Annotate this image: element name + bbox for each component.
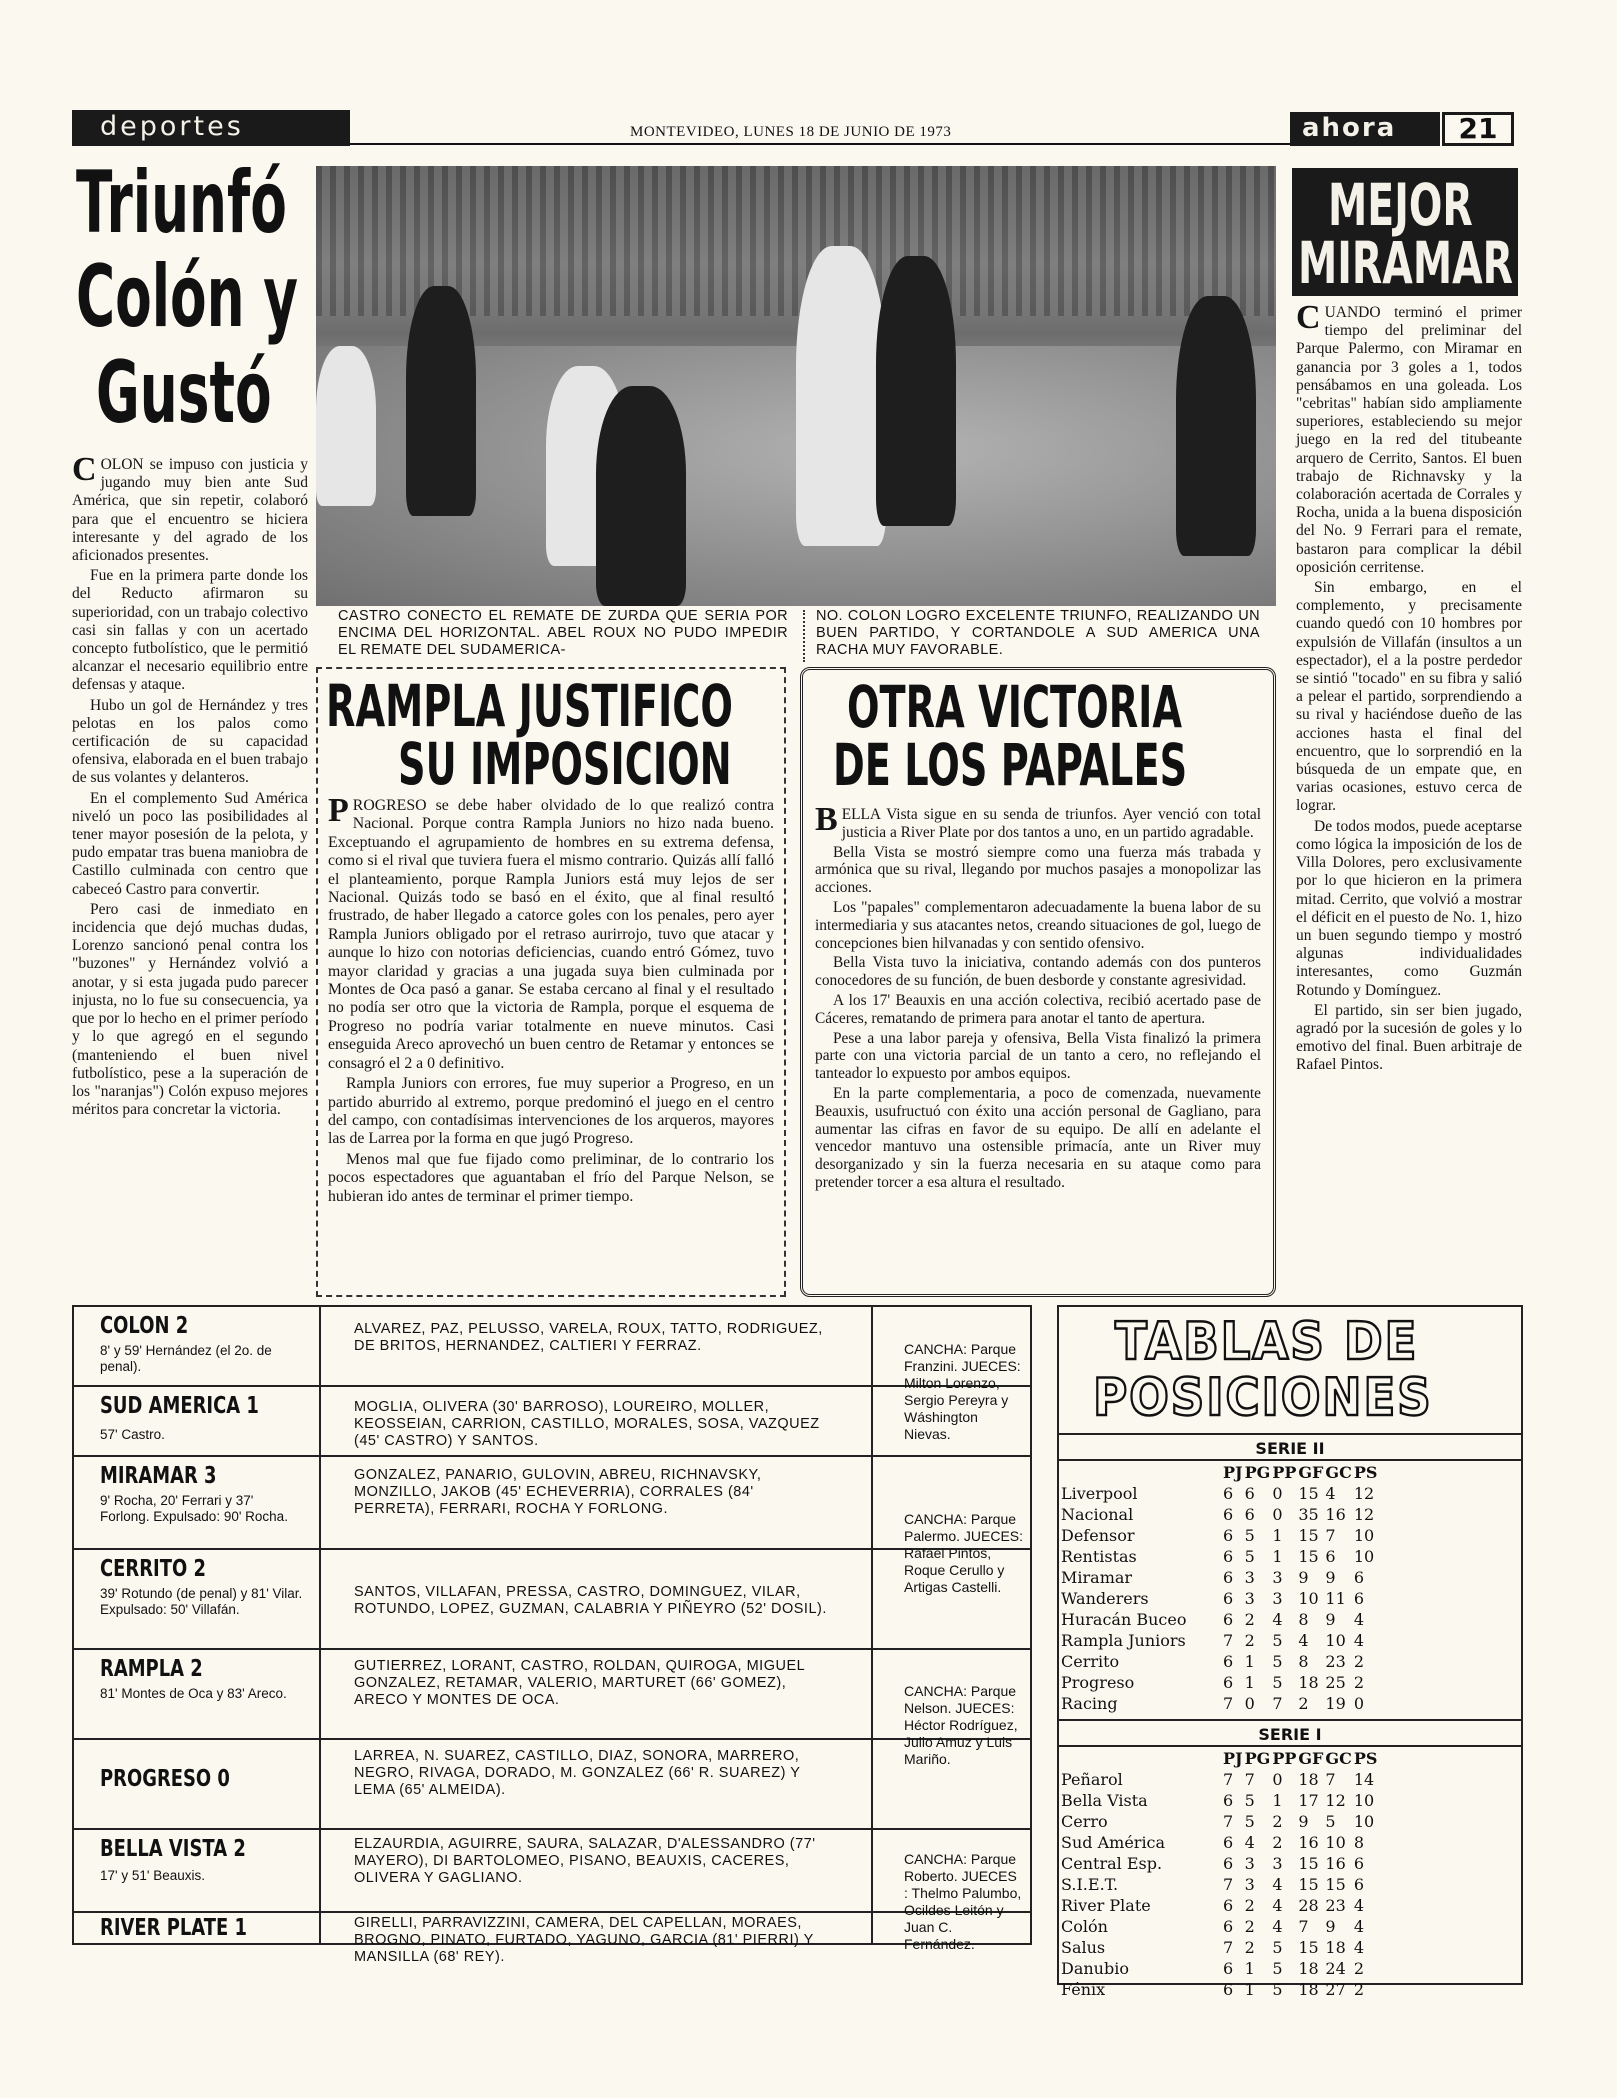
serie-2-rows	[1061, 1484, 1377, 1713]
stat-cell: 7	[1325, 1770, 1336, 1789]
standings-row	[1061, 1526, 1377, 1545]
stat-cell: 2	[1353, 1980, 1364, 1999]
stat-cell: 3	[1244, 1568, 1255, 1587]
paragraph: Bella Vista se mostró siempre como una fuerza más trabada y armónica que su rival, llegando por muchos pasajes a monopolizar las acciones.	[815, 843, 1261, 897]
stat-cell: 4	[1272, 1610, 1283, 1629]
stat-cell: 6	[1223, 1673, 1234, 1692]
stat-cell: 12	[1353, 1484, 1375, 1503]
stat-cell: 18	[1298, 1770, 1319, 1789]
stat-cell: 9	[1298, 1812, 1309, 1831]
col-ps: PS	[1353, 1749, 1378, 1768]
stat-cell: 8	[1298, 1610, 1309, 1629]
stat-cell: 17	[1298, 1791, 1319, 1810]
team-score: COLON 2	[100, 1313, 189, 1339]
team-name: Nacional	[1061, 1505, 1134, 1524]
stat-cell: 2	[1353, 1959, 1364, 1978]
stat-cell: 24	[1325, 1959, 1346, 1978]
stat-cell: 6	[1223, 1959, 1234, 1978]
cancha-2: CANCHA: Parque Palermo. JUECES: Rafael Pintos, Roque Cerullo y Artigas Castelli.	[904, 1511, 1024, 1595]
stat-cell: 23	[1325, 1652, 1346, 1671]
result-row	[74, 1307, 1030, 1387]
miramar-headline-1: MEJOR	[1328, 171, 1473, 239]
paragraph: COLON se impuso con justicia y jugando muy bien ante Sud América, que sin repetir, colaboró para que el encuentro se hiciera interesante y del agrado de los aficionados presentes.	[72, 451, 308, 565]
team-name: Rampla Juniors	[1061, 1631, 1186, 1650]
team-name: Racing	[1061, 1694, 1118, 1713]
col-gc: GC	[1325, 1749, 1352, 1768]
standings-row	[1061, 1854, 1377, 1873]
headline-line-2: Colón y	[76, 247, 298, 347]
stat-cell: 7	[1272, 1694, 1283, 1713]
bella-vista-article	[800, 667, 1276, 1297]
col-ps: PS	[1353, 1463, 1378, 1482]
stat-cell: 0	[1272, 1484, 1283, 1503]
stat-cell: 6	[1223, 1568, 1234, 1587]
col-pp: PP	[1272, 1749, 1297, 1768]
stat-cell: 1	[1244, 1959, 1255, 1978]
scorers: 81' Montes de Oca y 83' Areco.	[100, 1686, 287, 1701]
stat-cell: 12	[1353, 1505, 1375, 1524]
stat-cell: 10	[1325, 1833, 1346, 1852]
serie-1-rows	[1061, 1770, 1377, 1999]
lineup: GUTIERREZ, LORANT, CASTRO, ROLDAN, QUIROGA, MIGUEL GONZALEZ, RETAMAR, VALERIO, MARTURET (66' GOMEZ), ARECO Y MONTES DE OCA.	[354, 1658, 805, 1708]
lineup: MOGLIA, OLIVERA (30' BARROSO), LOUREIRO, MOLLER, KEOSSEIAN, CARRION, CASTILLO, MORALES, SOSA, VAZQUEZ (45' CASTRO) Y SANTOS.	[354, 1399, 820, 1449]
stat-cell: 6	[1244, 1505, 1255, 1524]
stat-cell: 5	[1244, 1791, 1255, 1810]
rampla-headline-2: SU IMPOSICION	[398, 730, 732, 798]
stat-cell: 6	[1223, 1526, 1234, 1545]
stat-cell: 10	[1298, 1589, 1319, 1608]
stat-cell: 7	[1223, 1875, 1234, 1894]
team-score: BELLA VISTA 2	[100, 1836, 246, 1862]
stat-cell: 18	[1298, 1980, 1319, 1999]
stat-cell: 3	[1272, 1568, 1283, 1587]
stat-cell: 2	[1244, 1938, 1255, 1957]
stat-cell: 1	[1272, 1791, 1283, 1810]
stat-cell: 3	[1244, 1875, 1255, 1894]
standings-row	[1061, 1484, 1377, 1503]
team-name: Central Esp.	[1061, 1854, 1163, 1873]
stat-cell: 5	[1244, 1526, 1255, 1545]
team-name: Huracán Buceo	[1061, 1610, 1187, 1629]
stat-cell: 6	[1223, 1917, 1234, 1936]
stat-cell: 10	[1353, 1526, 1375, 1545]
colon-body	[72, 451, 308, 1296]
scorers: 9' Rocha, 20' Ferrari y 37' Forlong. Expulsado: 90' Rocha.	[100, 1493, 288, 1524]
standings-row	[1061, 1896, 1377, 1915]
stat-cell: 18	[1298, 1673, 1319, 1692]
scorers: 57' Castro.	[100, 1427, 165, 1442]
miramar-body	[1296, 299, 1522, 1298]
stat-cell: 6	[1325, 1547, 1336, 1566]
stat-cell: 3	[1272, 1854, 1283, 1873]
stat-cell: 6	[1223, 1547, 1234, 1566]
standings-row	[1061, 1833, 1377, 1852]
paragraph: Los "papales" complementaron adecuadamente la buena labor de su intermediaria y sus atacantes netos, creando situaciones de gol, luego de concepciones bien hilvanadas y con sentido ofensivo.	[815, 898, 1261, 952]
result-row	[74, 1457, 1030, 1550]
stat-cell: 2	[1244, 1610, 1255, 1629]
stat-cell: 6	[1223, 1854, 1234, 1873]
stat-cell: 6	[1223, 1505, 1234, 1524]
lineup: ELZAURDIA, AGUIRRE, SAURA, SALAZAR, D'ALESSANDRO (77' MAYERO), DI BARTOLOMEO, PISANO, BEAUXIS, CACERES, OLIVERA Y GAGLIANO.	[354, 1836, 816, 1886]
paragraph: CUANDO terminó el primer tiempo del preliminar del Parque Palermo, con Miramar en ganancia por 3 goles a 1, todos pensábamos en una goleada. Los "cebritas" habían sido ampliamente superiores, estableciendo su mejor juego en la red del titubeante arquero de Cerrito, Santos. El buen trabajo de Richnavsky y la colaboración acertada de Corrales y Rocha, unida a la buena disposición del No. 9 Ferrari para el remate, bastaron para complicar la débil oposición cerritense.	[1296, 299, 1522, 576]
lineup: LARREA, N. SUAREZ, CASTILLO, DIAZ, SONORA, MARRERO, NEGRO, RIVAGA, DORADO, M. GONZALEZ (66' R. SUAREZ) Y LEMA (65' ALMEIDA).	[354, 1748, 801, 1798]
stat-cell: 6	[1353, 1854, 1364, 1873]
standings-row	[1061, 1652, 1377, 1671]
bella-headline-2: DE LOS PAPALES	[833, 731, 1188, 799]
team-score: RIVER PLATE 1	[100, 1915, 247, 1941]
stat-cell: 2	[1353, 1652, 1364, 1671]
stat-cell: 5	[1272, 1959, 1283, 1978]
stat-cell: 23	[1325, 1896, 1346, 1915]
paragraph: Rampla Juniors con errores, fue muy superior a Progreso, en un partido aburrido al extremo, porque predominó el juego en el centro del campo, con contadísimas intervenciones de los arqueros, mayores las de Larrea por la forma en que jugó Progreso.	[328, 1075, 774, 1148]
stat-cell: 16	[1325, 1854, 1346, 1873]
serie-1	[1059, 1719, 1521, 2001]
paragraph: En el complemento Sud América niveló un poco las posibilidades al tener mayor posesión de la pelota, y pudo empatar tras buena maniobra de Castillo culminada con centro que cabeceó Castro para convertir.	[72, 789, 308, 898]
stat-cell: 6	[1223, 1484, 1234, 1503]
team-score: CERRITO 2	[100, 1556, 206, 1582]
standings-row	[1061, 1980, 1377, 1999]
stat-cell: 9	[1325, 1568, 1336, 1587]
stat-cell: 6	[1223, 1589, 1234, 1608]
stat-cell: 5	[1244, 1812, 1255, 1831]
stat-cell: 12	[1325, 1791, 1346, 1810]
team-name: River Plate	[1061, 1896, 1151, 1915]
standings-row	[1061, 1959, 1377, 1978]
stat-cell: 1	[1244, 1652, 1255, 1671]
bella-headline-1: OTRA VICTORIA	[847, 673, 1183, 741]
stat-cell: 4	[1353, 1631, 1364, 1650]
stat-cell: 27	[1325, 1980, 1346, 1999]
result-row	[74, 1830, 1030, 1913]
stat-cell: 19	[1325, 1694, 1346, 1713]
standings-box	[1057, 1305, 1523, 1999]
stat-cell: 7	[1223, 1812, 1234, 1831]
stat-cell: 5	[1272, 1652, 1283, 1671]
team-name: Cerrito	[1061, 1652, 1120, 1671]
stat-cell: 11	[1325, 1589, 1346, 1608]
standings-row	[1061, 1812, 1377, 1831]
result-row	[74, 1650, 1030, 1740]
standings-title-2: POSICIONES	[1093, 1368, 1433, 1428]
standings-row	[1061, 1770, 1377, 1789]
headline-line-1: Triunfó	[76, 153, 287, 253]
stat-cell: 15	[1298, 1854, 1319, 1873]
team-name: Fénix	[1061, 1980, 1106, 1999]
stat-cell: 15	[1325, 1875, 1346, 1894]
stat-cell: 6	[1223, 1896, 1234, 1915]
cancha-3: CANCHA: Parque Nelson. JUECES: Héctor Rodríguez, Julio Amuz y Luis Mariño.	[904, 1683, 1018, 1767]
stat-cell: 5	[1272, 1938, 1283, 1957]
team-score: PROGRESO 0	[100, 1766, 230, 1792]
scorers: 17' y 51' Beauxis.	[100, 1868, 205, 1883]
stat-cell: 10	[1353, 1547, 1375, 1566]
stat-cell: 4	[1272, 1917, 1283, 1936]
standings-row	[1061, 1917, 1377, 1936]
stat-cell: 8	[1298, 1652, 1309, 1671]
team-name: Bella Vista	[1061, 1791, 1148, 1810]
team-name: Colón	[1061, 1917, 1108, 1936]
stat-cell: 7	[1223, 1694, 1234, 1713]
stat-cell: 4	[1353, 1896, 1364, 1915]
paragraph: De todos modos, puede aceptarse como lógica la imposición de los de Villa Dolores, pero exclusivamente por lo que hicieron en la primera mitad. Cerrito, que volvió a mostrar el déficit en el puesto de No. 1, hizo un buen segundo tiempo y mostró algunas individualidades interesantes, como Guzmán Rotundo y Domínguez.	[1296, 817, 1522, 999]
col-pg: PG	[1244, 1463, 1271, 1482]
col-gc: GC	[1325, 1463, 1352, 1482]
stat-cell: 3	[1272, 1589, 1283, 1608]
standings-row	[1061, 1505, 1377, 1524]
serie-2-table	[1059, 1461, 1379, 1715]
standings-row	[1061, 1610, 1377, 1629]
team-name: Wanderers	[1061, 1589, 1149, 1608]
team-name: Salus	[1061, 1938, 1106, 1957]
standings-row	[1061, 1938, 1377, 1957]
headline-line-3: Gustó	[96, 343, 272, 443]
stat-cell: 3	[1244, 1589, 1255, 1608]
stat-cell: 6	[1223, 1833, 1234, 1852]
serie-1-label: SERIE I	[1059, 1719, 1521, 1747]
stat-cell: 5	[1272, 1980, 1283, 1999]
header-rule	[350, 143, 1290, 145]
stat-cell: 4	[1272, 1875, 1283, 1894]
standings-row	[1061, 1631, 1377, 1650]
team-name: Miramar	[1061, 1568, 1133, 1587]
stat-cell: 5	[1325, 1812, 1336, 1831]
stat-cell: 0	[1353, 1694, 1364, 1713]
stat-cell: 15	[1298, 1547, 1319, 1566]
paragraph: Pero casi de inmediato en incidencia que dejó muchas dudas, Lorenzo sancionó penal contra los "buzones" y Hernández volvió a anotar, y si esta jugada pudo parecer injusta, no lo fue su consecuencia, ya que por lo hecho en el primer período y lo que agregó en el segundo (manteniendo el buen nivel futbolístico, pese a la superación de los "naranjas") Colón expuso mejores méritos para concretar la victoria.	[72, 900, 308, 1119]
stat-cell: 28	[1298, 1896, 1319, 1915]
standings-row	[1061, 1568, 1377, 1587]
stat-cell: 7	[1223, 1770, 1234, 1789]
scorers: 8' y 59' Hernández (el 2o. de penal).	[100, 1343, 272, 1374]
photo-caption-left: CASTRO CONECTO EL REMATE DE ZURDA QUE SERIA POR ENCIMA DEL HORIZONTAL. ABEL ROUX NO PUDO IMPEDIR EL REMATE DEL SUDAMERICA-	[338, 608, 788, 658]
stat-cell: 14	[1353, 1770, 1375, 1789]
serie-2-label: SERIE II	[1059, 1433, 1521, 1461]
standings-row	[1061, 1875, 1377, 1894]
stat-cell: 4	[1325, 1484, 1336, 1503]
stat-cell: 9	[1325, 1610, 1336, 1629]
stat-cell: 0	[1272, 1505, 1283, 1524]
results-table	[72, 1305, 1032, 1965]
stat-cell: 35	[1298, 1505, 1319, 1524]
stat-cell: 6	[1223, 1791, 1234, 1810]
stat-cell: 15	[1298, 1938, 1319, 1957]
team-name: Sud América	[1061, 1833, 1166, 1852]
team-name: Rentistas	[1061, 1547, 1137, 1566]
col-gf: GF	[1298, 1749, 1324, 1768]
miramar-headline-2: MIRAMAR	[1298, 229, 1513, 297]
stat-cell: 2	[1244, 1917, 1255, 1936]
team-name: S.I.E.T.	[1061, 1875, 1119, 1894]
stat-cell: 6	[1223, 1980, 1234, 1999]
team-name: Liverpool	[1061, 1484, 1138, 1503]
result-row	[74, 1387, 1030, 1457]
lineup: GONZALEZ, PANARIO, GULOVIN, ABREU, RICHNAVSKY, MONZILLO, JAKOB (45' ECHEVERRIA), CORRALES (84' PERRETA), FERRARI, ROCHA Y FORLONG.	[354, 1467, 762, 1517]
paragraph: Bella Vista tuvo la iniciativa, contando además con dos punteros conocedores de su función, de buen desborde y constante agresividad.	[815, 954, 1261, 990]
stat-cell: 1	[1244, 1673, 1255, 1692]
stat-cell: 10	[1353, 1812, 1375, 1831]
stat-cell: 1	[1272, 1547, 1283, 1566]
stat-cell: 5	[1272, 1673, 1283, 1692]
stat-cell: 15	[1298, 1875, 1319, 1894]
standings-row	[1061, 1791, 1377, 1810]
paper-name: ahora	[1290, 112, 1440, 146]
stat-cell: 7	[1223, 1631, 1234, 1650]
stat-cell: 2	[1272, 1812, 1283, 1831]
team-name: Cerro	[1061, 1812, 1108, 1831]
stat-cell: 1	[1244, 1980, 1255, 1999]
col-gf: GF	[1298, 1463, 1324, 1482]
lineup: SANTOS, VILLAFAN, PRESSA, CASTRO, DOMINGUEZ, VILAR, ROTUNDO, LOPEZ, GUZMAN, CALABRIA Y PIÑEYRO (52' DOSIL).	[354, 1584, 827, 1617]
stat-cell: 10	[1353, 1791, 1375, 1810]
team-score: MIRAMAR 3	[100, 1463, 217, 1489]
stat-cell: 8	[1353, 1833, 1364, 1852]
result-row	[74, 1550, 1030, 1650]
bella-body	[815, 801, 1261, 1292]
photo-caption-right: NO. COLON LOGRO EXCELENTE TRIUNFO, REALIZANDO UN BUEN PARTIDO, Y CORTANDOLE A SUD AMERICA UNA RACHA MUY FAVORABLE.	[816, 608, 1260, 658]
stat-cell: 7	[1325, 1526, 1336, 1545]
standings-row	[1061, 1589, 1377, 1608]
paragraph: BELLA Vista sigue en su senda de triunfos. Ayer venció con total justicia a River Plate por dos tantos a uno, en un partido agradable.	[815, 801, 1261, 841]
page-number: 21	[1442, 112, 1514, 146]
stat-cell: 10	[1325, 1631, 1346, 1650]
lineup: ALVAREZ, PAZ, PELUSSO, VARELA, ROUX, TATTO, RODRIGUEZ, DE BRITOS, HERNANDEZ, CALTIERI Y FERRAZ.	[354, 1321, 823, 1354]
stat-cell: 4	[1353, 1610, 1364, 1629]
stat-cell: 15	[1298, 1484, 1319, 1503]
cancha-4: CANCHA: Parque Roberto. JUECES : Thelmo Palumbo, Ocildes Leitón y Juan C. Fernández.	[904, 1851, 1022, 1952]
team-score: RAMPLA 2	[100, 1656, 203, 1682]
dateline: MONTEVIDEO, LUNES 18 DE JUNIO DE 1973	[630, 124, 952, 140]
paragraph: En la parte complementaria, a poco de comenzada, nuevamente Beauxis, usufructuó con éxito una acción personal de Gagliano, para aumentar las cifras en favor de su equipo. De allí en adelante el vencedor mantuvo una ostensible primacía, ante un River muy desorganizado y sin la fuerza necesaria en su ataque como para pretender torcer a esa altura el resultado.	[815, 1084, 1261, 1191]
stat-cell: 4	[1353, 1917, 1364, 1936]
stat-cell: 6	[1353, 1875, 1364, 1894]
stat-cell: 0	[1244, 1694, 1255, 1713]
standings-title-1: TABLAS DE	[1115, 1312, 1419, 1372]
stat-cell: 15	[1298, 1526, 1319, 1545]
stat-cell: 2	[1244, 1896, 1255, 1915]
stat-cell: 9	[1298, 1568, 1309, 1587]
section-label: deportes	[100, 111, 244, 142]
match-photo	[316, 166, 1276, 606]
col-pj: PJ	[1223, 1749, 1243, 1768]
stat-cell: 0	[1272, 1770, 1283, 1789]
stat-cell: 16	[1298, 1833, 1319, 1852]
serie-1-table	[1059, 1747, 1379, 2001]
stat-cell: 5	[1244, 1547, 1255, 1566]
stat-cell: 7	[1244, 1770, 1255, 1789]
stat-cell: 25	[1325, 1673, 1346, 1692]
stat-cell: 6	[1244, 1484, 1255, 1503]
col-pg: PG	[1244, 1749, 1271, 1768]
standings-row	[1061, 1694, 1377, 1713]
team-name: Progreso	[1061, 1673, 1135, 1692]
rampla-article	[316, 667, 786, 1297]
stat-cell: 18	[1325, 1938, 1346, 1957]
paragraph: A los 17' Beauxis en una acción colectiva, recibió acertado pase de Cáceres, rematando de primera para anotar el tanto de apertura.	[815, 991, 1261, 1027]
stat-cell: 2	[1272, 1833, 1283, 1852]
paragraph: Fue en la primera parte donde los del Reducto afirmaron su superioridad, con un trabajo colectivo casi sin fallas y con un acertado concepto futbolístico, que le permitió alcanzar el necesario equilibrio entre defensas y ataque.	[72, 567, 308, 694]
rampla-body	[328, 792, 774, 1293]
serie-2	[1059, 1433, 1521, 1715]
result-row	[74, 1740, 1030, 1830]
stat-cell: 4	[1298, 1631, 1309, 1650]
rampla-headline-1: RAMPLA JUSTIFICO	[326, 672, 733, 740]
scorers: 39' Rotundo (de penal) y 81' Vilar. Expulsado: 50' Villafán.	[100, 1586, 303, 1617]
cancha-1: CANCHA: Parque Franzini. JUECES: Milton Lorenzo, Sergio Pereyra y Wáshington Nievas.	[904, 1341, 1021, 1442]
standings-row	[1061, 1547, 1377, 1566]
stat-cell: 5	[1272, 1631, 1283, 1650]
stat-cell: 2	[1244, 1631, 1255, 1650]
stat-cell: 6	[1353, 1568, 1364, 1587]
team-score: SUD AMERICA 1	[100, 1393, 259, 1419]
stat-cell: 7	[1223, 1938, 1234, 1957]
stat-cell: 16	[1325, 1505, 1346, 1524]
stat-cell: 4	[1353, 1938, 1364, 1957]
team-name: Danubio	[1061, 1959, 1129, 1978]
team-name: Defensor	[1061, 1526, 1135, 1545]
stat-cell: 9	[1325, 1917, 1336, 1936]
stat-cell: 4	[1272, 1896, 1283, 1915]
paragraph: Menos mal que fue fijado como preliminar, de lo contrario los pocos espectadores que aguantaban el frío del Parque Nelson, se hubieran ido antes de terminar el primer tiempo.	[328, 1150, 774, 1205]
paragraph: Hubo un gol de Hernández y tres pelotas en los palos como certificación de su capacidad ofensiva, elaborada en el buen trabajo de sus volantes y delanteros.	[72, 696, 308, 787]
paragraph: El partido, sin ser bien jugado, agradó por la sucesión de goles y lo emotivo del final. Buen arbitraje de Rafael Pintos.	[1296, 1001, 1522, 1074]
stat-cell: 18	[1298, 1959, 1319, 1978]
caption-divider	[803, 610, 805, 662]
stat-cell: 7	[1298, 1917, 1309, 1936]
result-row	[74, 1913, 1030, 1965]
team-name: Peñarol	[1061, 1770, 1123, 1789]
stat-cell: 3	[1244, 1854, 1255, 1873]
paragraph: Sin embargo, en el complemento, y precisamente cuando quedó con 10 hombres por expulsión de Villafán (insultos a un espectador), el a la postre perdedor se sintió "tocado" en su fibra y salió a pelear el partido, sorprendiendo a su rival y haciéndose dueño de las acciones hasta el final del encuentro, que lo sorprendió en la búsqueda de un empate que, en varias ocasiones, estuvo cerca de lograr.	[1296, 579, 1522, 815]
lineup: GIRELLI, PARRAVIZZINI, CAMERA, DEL CAPELLAN, MORAES, BROGNO, PINATO, FURTADO, YAGUNO, GARCIA (81' PIERRI) Y MANSILLA (68' REY).	[354, 1915, 814, 1965]
standings-row	[1061, 1673, 1377, 1692]
paragraph: Pese a una labor pareja y ofensiva, Bella Vista finalizó la primera parte con una victoria parcial de un tanto a cero, no reflejando el tanteador lo expuesto por ambos equipos.	[815, 1029, 1261, 1083]
stat-cell: 6	[1223, 1652, 1234, 1671]
stat-cell: 6	[1223, 1610, 1234, 1629]
stat-cell: 2	[1298, 1694, 1309, 1713]
stat-cell: 6	[1353, 1589, 1364, 1608]
stat-cell: 4	[1244, 1833, 1255, 1852]
col-pj: PJ	[1223, 1463, 1243, 1482]
stat-cell: 2	[1353, 1673, 1364, 1692]
paragraph: PROGRESO se debe haber olvidado de lo que realizó contra Nacional. Porque contra Rampla Juniors no hizo nada bueno. Exceptuando el agrupamiento de hombres en su extrema defensa, como si el rival que tuviera fuera el mismo contrario. Quizás allí falló el planteamiento, porque Rampla Juniors está muy lejos de ser Nacional. Quizás todo se basó en el éxito, que al final resultó frustrado, de haber llegado a catorce goles con los penales, pero ayer Rampla Juniors obligado por el retraso aurirrojo, tuvo que atacar y aunque lo hizo con notorias deficiencias, cuando entró Gómez, tuvo mayor claridad y gracias a una jugada suya bien culminada por Montes de Oca pasó a ganar. Se estaba cercano al final y el resultado no podía ser otro que la victoria de Rampla, porque el esquema de Progreso no podría variar totalmente en nueve minutos. Casi enseguida Areco aprovechó un buen centro de Retamar y entonces se consagró el 2 a 0 definitivo.	[328, 792, 774, 1072]
col-pp: PP	[1272, 1463, 1297, 1482]
stat-cell: 1	[1272, 1526, 1283, 1545]
